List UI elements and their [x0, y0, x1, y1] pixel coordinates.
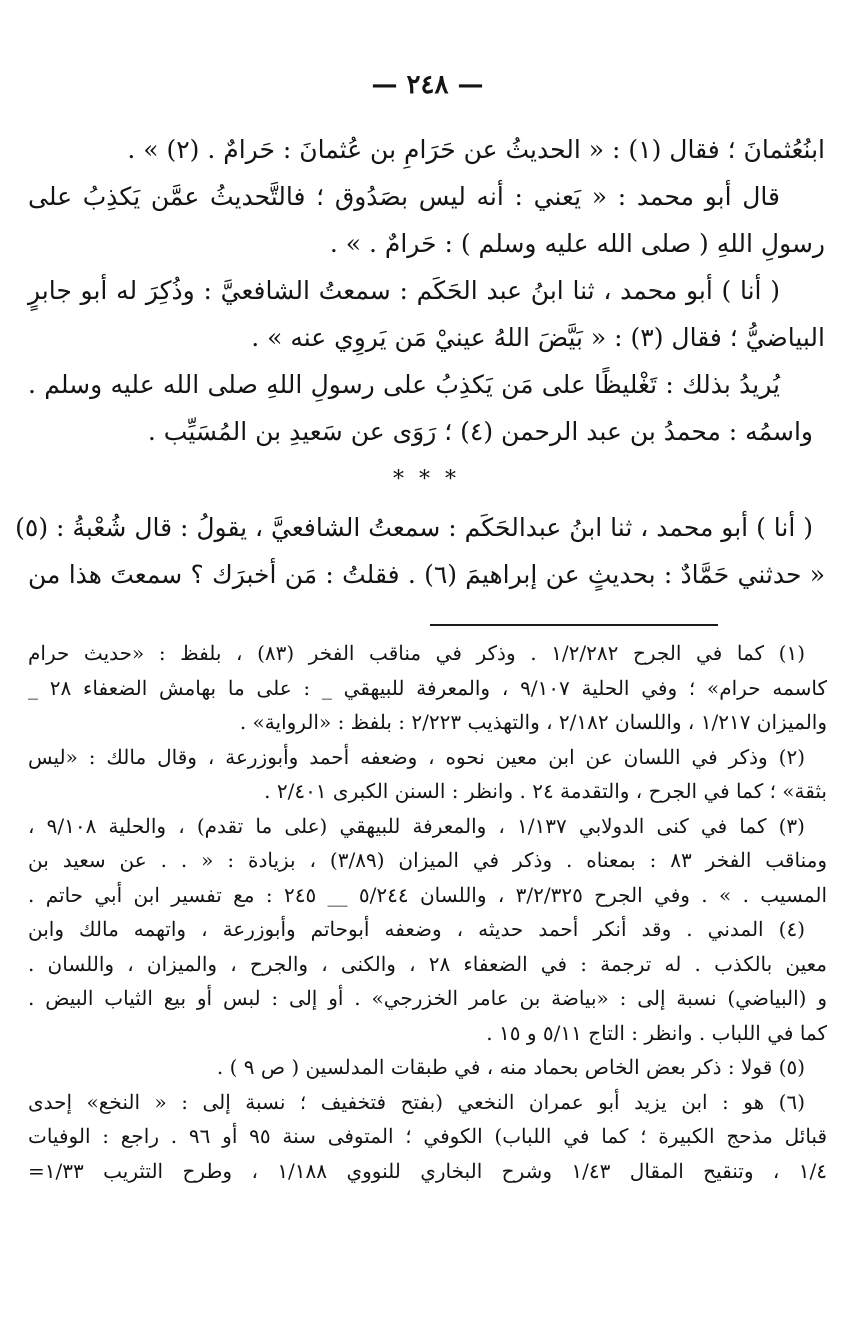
main-line: واسمُه : محمدُ بن عبد الرحمن (٤) ؛ رَوَى عن سَعيدِ بن المُسَيِّب .: [147, 417, 813, 446]
main-line: « حدثني حَمَّادٌ : بحديثٍ عن إبراهيمَ (٦) . فقلتُ : مَن أخبرَك ؟ سمعتَ هذا من: [28, 560, 825, 589]
footnote-line: كما في اللباب . وانظر : التاج ٥/١١ و ١٥ .: [486, 1020, 827, 1045]
footnote-line: بثقة» ؛ كما في الجرح ، والتقدمة ٢٤ . وانظر : السنن الكبرى ٢/٤٠١ .: [264, 779, 827, 803]
main-line: ابنُعُثمانَ ؛ فقال (١) : « الحديثُ عن حَرَامِ بن عُثمانَ : حَرامٌ . (٢) » .: [127, 135, 825, 164]
footnote-divider: [430, 624, 718, 626]
footnote-line: (٣) كما في كنى الدولابي ١/١٣٧ ، والمعرفة للبيهقي (على ما تقدم) ، والحلية ٩/١٠٨ ،: [28, 813, 805, 838]
footnote-line: (٦) هو : ابن يزيد أبو عمران النخعي (بفتح فتخفيف ؛ نسبة إلى : « النخع» إحدى: [28, 1089, 805, 1114]
main-text: [15, 126, 825, 598]
footnote-line: المسيب . » . وفي الجرح ٣/٢/٣٢٥ ، واللسان ٥/٢٤٤ __ ٢٤٥ : مع تفسير ابن أبي حاتم .: [28, 882, 827, 907]
section-separator: * * *: [393, 467, 460, 492]
footnotes: [28, 636, 827, 1188]
footnote-line: (٤) المدني . وقد أنكر أحمد حديثه ، وضعفه أبوحاتم وأبوزرعة ، واتهمه مالك وابن: [28, 917, 805, 941]
footnote-line: (١) كما في الجرح ١/٢/٢٨٢ . وذكر في مناقب الفخر (٨٣) ، بلفظ : «حديث حرام: [28, 641, 805, 665]
footnote-line: كاسمه حرام» ؛ وفي الحلية ٩/١٠٧ ، والمعرفة للبيهقي _ : على ما بهامش الضعفاء ٢٨ _: [28, 675, 827, 700]
main-line: قال أبو محمد : « يَعني : أنه ليس بصَدُوق ؛ فالتَّحديثُ عمَّن يَكذِبُ على: [28, 182, 780, 211]
footnote-line: معين بالكذب . له ترجمة : في الضعفاء ٢٨ ، والكنى ، والجرح ، والميزان ، واللسان .: [28, 951, 827, 976]
footnote-line: و (البياضي) نسبة إلى : «بياضة بن عامر الخزرجي» . أو إلى : لبس أو بيع الثياب البيض .: [28, 986, 827, 1010]
footnote-line: والميزان ١/٢١٧ ، واللسان ٢/١٨٢ ، والتهذيب ٢/٢٢٣ : بلفظ : «الرواية» .: [239, 710, 827, 734]
page-number: — ٢٤٨ —: [371, 70, 484, 100]
main-line: يُريدُ بذلك : تَغْليظًا على مَن يَكذِبُ على رسولِ اللهِ صلى الله عليه وسلم .: [28, 370, 780, 399]
main-line: ( أنا ) أبو محمد ، ثنا ابنُ عبدالحَكَم : سمعتُ الشافعيَّ ، يقولُ : قال شُعْبةُ : (٥): [15, 513, 813, 542]
footnote-line: ١/٤ ، وتنقيح المقال ١/٤٣ وشرح البخاري للنووي ١/١٨٨ ، وطرح التثريب ١/٣٣=: [28, 1158, 827, 1183]
footnote-line: (٢) وذكر في اللسان عن ابن معين نحوه ، وضعفه أحمد وأبوزرعة ، وقال مالك : «ليس: [28, 744, 805, 769]
main-line: ( أنا ) أبو محمد ، ثنا ابنُ عبد الحَكَم : سمعتُ الشافعيَّ : وذُكِرَ له أبو جابرٍ: [28, 276, 780, 305]
main-line: البياضيُّ ؛ فقال (٣) : « بَيَّضَ اللهُ عينيْ مَن يَروِي عنه » .: [251, 323, 825, 352]
footnote-line: ومناقب الفخر ٨٣ : بمعناه . وذكر في الميزان (٣/٨٩) ، بزيادة : « . . عن سعيد بن: [28, 848, 827, 872]
main-line: رسولِ اللهِ ( صلى الله عليه وسلم ) : حَرامٌ . » .: [329, 229, 825, 258]
footnote-line: قبائل مذحج الكبيرة ؛ كما في اللباب) الكوفي ؛ المتوفى سنة ٩٥ أو ٩٦ . راجع : الوفيات: [28, 1124, 828, 1148]
footnote-line: (٥) قولا : ذكر بعض الخاص بحماد منه ، في طبقات المدلسين ( ص ٩ ) .: [216, 1055, 805, 1079]
